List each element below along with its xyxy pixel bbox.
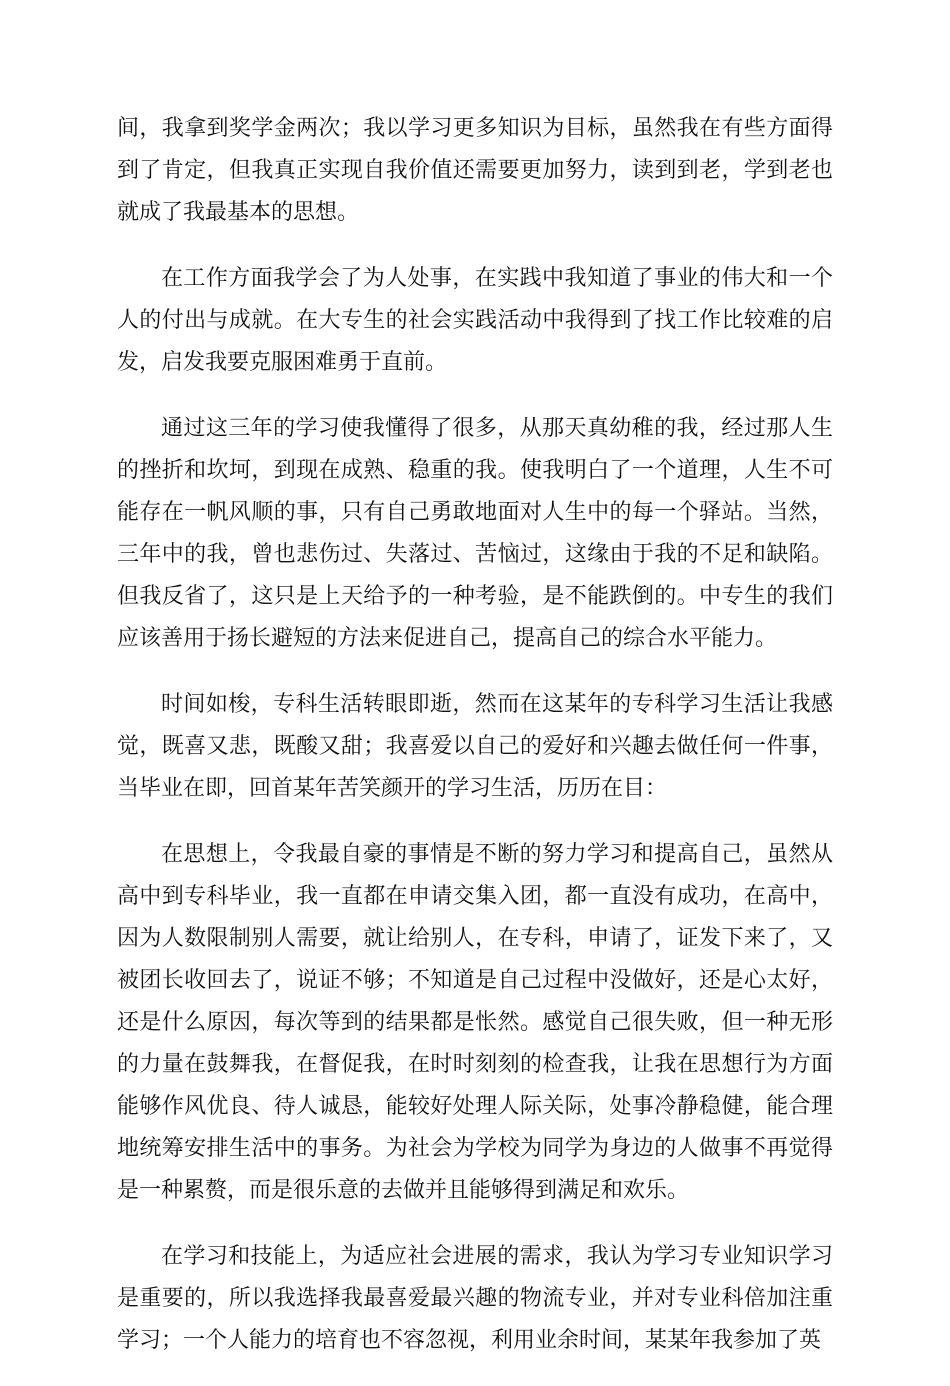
paragraph-work: 在工作方面我学会了为人处事，在实践中我知道了事业的伟大和一个人的付出与成就。在大专生的社会实践活动中我得到了找工作比较难的启发，启发我要克服困难勇于直前。 xyxy=(117,266,833,375)
paragraph-time-flies: 时间如梭，专科生活转眼即逝，然而在这某年的专科学习生活让我感觉，既喜又悲，既酸又甜；我喜爱以自己的爱好和兴趣去做任何一件事，当毕业在即，回首某年苦笑颜开的学习生活，历历在目： xyxy=(117,692,833,801)
paragraph-three-years: 通过这三年的学习使我懂得了很多，从那天真幼稚的我，经过那人生的挫折和坎坷，到现在成熟、稳重的我。使我明白了一个道理，人生不可能存在一帆风顺的事，只有自己勇敢地面对人生中的每一个驿站。当然，三年中的我，曾也悲伤过、失落过、苦恼过，这缘由于我的不足和缺陷。但我反省了，这只是上天给予的一种考验，是不能跌倒的。中专生的我们应该善用于扬长避短的方法来促进自己，提高自己的综合水平能力。 xyxy=(117,416,833,651)
paragraph-study-skills: 在学习和技能上，为适应社会进展的需求，我认为学习专业知识学习是重要的，所以我选择我最喜爱最兴趣的物流专业，并对专业科倍加注重学习；一个人能力的培育也不容忽视，利用业余时间，某某年我参加了英 xyxy=(117,1244,833,1353)
document-body xyxy=(117,108,833,1386)
paragraph-ideology: 在思想上，令我最自豪的事情是不断的努力学习和提高自己，虽然从高中到专科毕业，我一直都在申请交集入团，都一直没有成功，在高中，因为人数限制别人需要，就让给别人，在专科，申请了，证发下来了，又被团长收回去了，说证不够；不知道是自己过程中没做好，还是心太好，还是什么原因，每次等到的结果都是怅然。感觉自己很失败，但一种无形的力量在鼓舞我，在督促我，在时时刻刻的检查我，让我在思想行为方面能够作风优良、待人诚恳，能较好处理人际关际，处事冷静稳健，能合理地统筹安排生活中的事务。为社会为学校为同学为身边的人做事不再觉得是一种累赘，而是很乐意的去做并且能够得到满足和欢乐。 xyxy=(117,842,833,1203)
paragraph-continuation: 间，我拿到奖学金两次；我以学习更多知识为目标，虽然我在有些方面得到了肯定，但我真正实现自我价值还需要更加努力，读到到老，学到老也就成了我最基本的思想。 xyxy=(117,116,833,225)
